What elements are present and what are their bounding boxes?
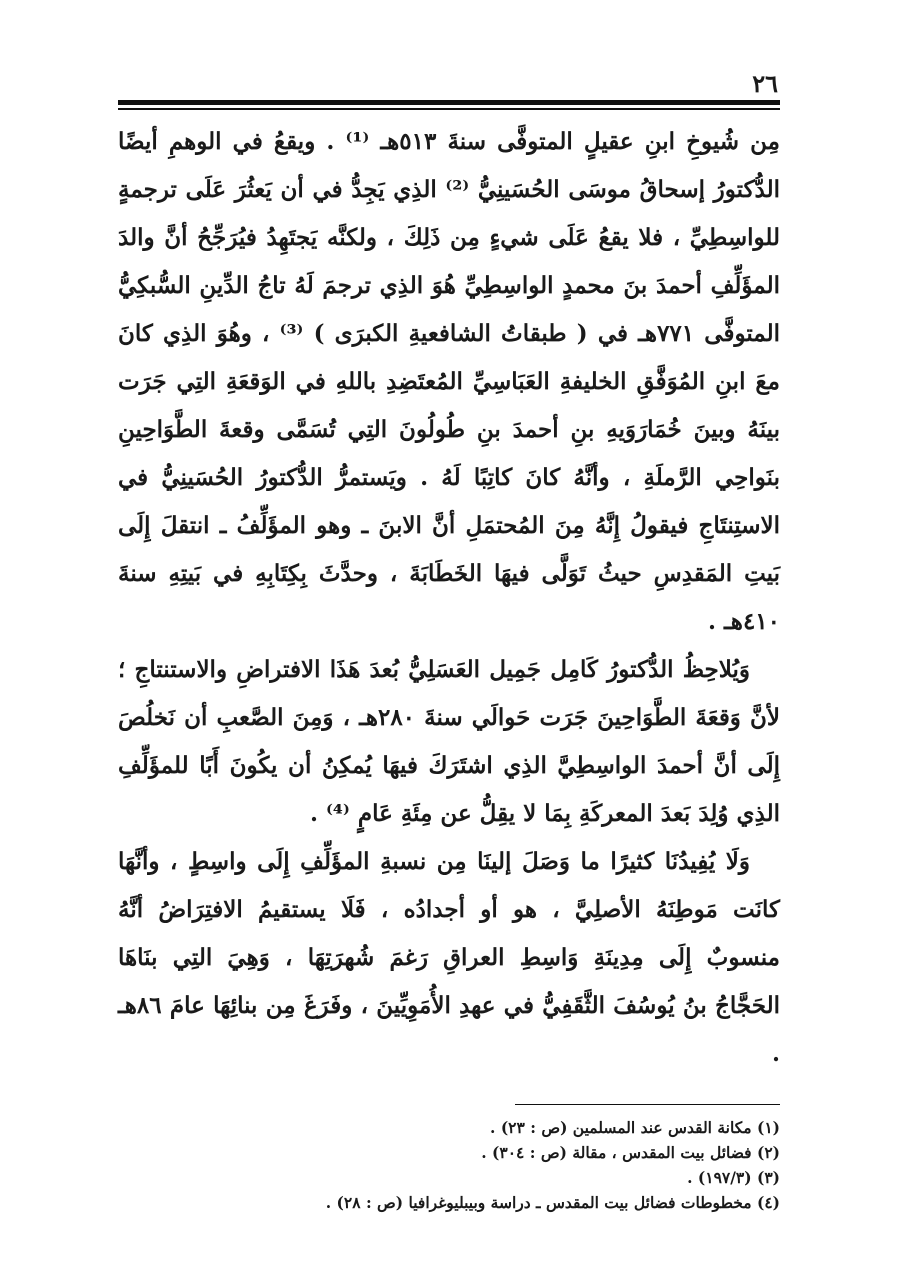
footnote-separator — [515, 1104, 780, 1106]
footnote: (٣) (١٩٧/٣) . — [687, 1168, 780, 1187]
header-rule-thick — [118, 100, 780, 105]
paragraph: وَلَا يُفِيدُنَا كثيرًا ما وَصَلَ إلينَا مِن نسبةِ المؤَلِّفِ إِلَى واسِطٍ ، وأنَّهَا كانَت مَوطِنَهُ الأصلِيَّ ، هو أو أجدادُه ، فَلَا يستقيمُ الافتِرَاضُ أنَّهُ منسوبٌ إِلَى مِدِينَةِ وَاسِطِ العراقِ رَغمَ شُهرَتِهَا ، وَهِيَ التِي بنَاهَا الحَجَّاجُ بنُ يُوسُفَ الثَّقَفِيُّ في عهدِ الأُمَوِيِّينَ ، وفَرَغَ مِن بنائِهَا عامَ ٨٦هـ . — [118, 847, 780, 1067]
book-page — [118, 70, 780, 1215]
page-number: ٢٦ — [752, 69, 778, 98]
footnote: (٢) فضائل بيت المقدس ، مقالة (ص : ٣٠٤) . — [481, 1143, 780, 1162]
header-rule-thin — [118, 108, 780, 110]
paragraph: مِن شُيوخِ ابنِ عقيلٍ المتوفَّى سنةَ ٥١٣هـ ⁽¹⁾ . ويقعُ في الوهمِ أيضًا الدُّكتورُ إسحاقُ موسَى الحُسَينِيُّ ⁽²⁾ الذِي يَجِدُّ في أن يَعثُرَ عَلَى ترجمةٍ للواسِطِيِّ ، فلا يقعُ عَلَى شيءٍ مِن ذَلِكَ ، ولكنَّه يَجتَهِدُ فيُرَجِّحُ أنَّ والدَ المؤَلِّفِ أحمدَ بنَ محمدٍ الواسِطِيِّ هُوَ الذِي ترجمَ لَهُ تاجُ الدِّينِ السُّبكِيُّ المتوفَّى ٧٧١هـ في ( طبقاتُ الشافعيةِ الكبرَى ) ⁽³⁾ ، وهُوَ الذِي كانَ معَ ابنِ المُوَفَّقِ الخليفةِ العَبَاسِيِّ المُعتَضِدِ باللهِ في الوَقعَةِ التِي جَرَت بينَهُ وبينَ خُمَارَوَيهِ بنِ أحمدَ بنِ طُولُونَ التِي تُسَمَّى وقعةَ الطَّوَاحِينِ بنَواحِي الرَّملَةِ ، وأنَّهُ كانَ كاتِبًا لَهُ . ويَستمرُّ الدُّكتورُ الحُسَينِيُّ في الاستِنتَاجِ فيقولُ إِنَّهُ مِنَ المُحتمَلِ أنَّ الابنَ ـ وهو المؤَلِّفُ ـ انتقلَ إِلَى بَيتِ المَقدِسِ حيثُ تَوَلَّى فيهَا الخَطَابَةَ ، وحدَّثَ بِكِتَابِهِ في بَيتِهِ سنةَ ٤١٠هـ . — [118, 127, 780, 635]
main-text — [118, 118, 780, 1078]
paragraph: وَيُلاحِظُ الدُّكتورُ كَامِل جَمِيل العَسَلِيُّ بُعدَ هَذَا الافتراضِ والاستنتاجِ ؛ لأنَّ وَقعَةَ الطَّوَاحِينَ جَرَت حَوالَي سنةَ ٢٨٠هـ ، وَمِنَ الصَّعبِ أن نَخلُصَ إِلَى أنَّ أحمدَ الواسِطِيَّ الذِي اشتَرَكَ فيهَا يُمكِنُ أن يكُونَ أَبًا للمؤَلِّفِ الذِي وُلِدَ بَعدَ المعركَةِ بِمَا لا يقِلُّ عن مِئَةِ عَامٍ ⁽⁴⁾ . — [118, 655, 781, 827]
footnote: (١) مكانة القدس عند المسلمين (ص : ٢٣) . — [490, 1118, 780, 1137]
footnote: (٤) مخطوطات فضائل بيت المقدس ـ دراسة وبيبليوغرافيا (ص : ٢٨) . — [325, 1193, 780, 1212]
footnotes — [118, 1115, 780, 1215]
